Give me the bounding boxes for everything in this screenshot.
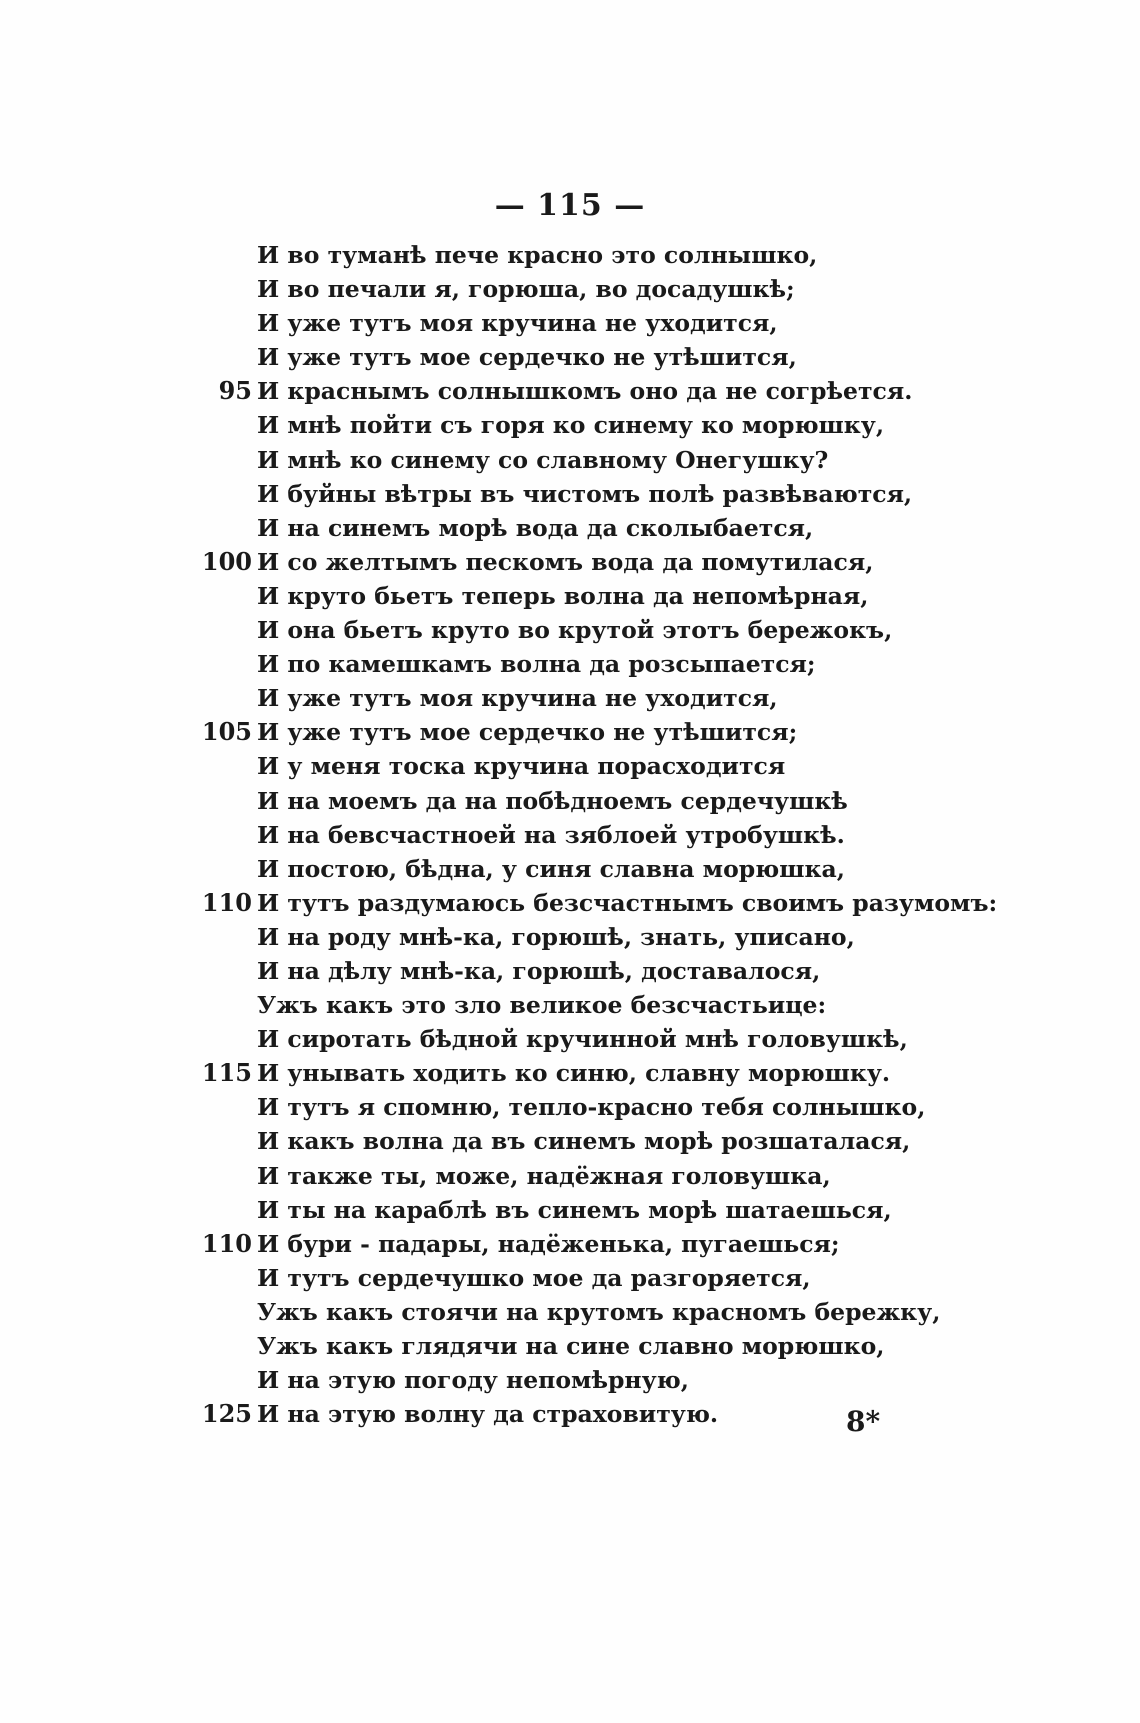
line-text: И она бьетъ круто во крутой этотъ бережокъ,	[257, 616, 893, 645]
poem-line	[0, 1124, 1140, 1158]
poem-line	[0, 1159, 1140, 1193]
poem-line	[0, 613, 1140, 647]
line-text: Ужъ какъ это зло великое безсчастьице:	[257, 991, 827, 1020]
line-text: И тутъ раздумаюсь безсчастнымъ своимъ разумомъ:	[257, 888, 998, 917]
poem-line	[0, 545, 1140, 579]
poem-line	[0, 272, 1140, 306]
line-text: И у меня тоска кручина порасходится	[257, 752, 786, 781]
poem-line	[0, 920, 1140, 954]
poem-line	[0, 647, 1140, 681]
poem-line	[0, 511, 1140, 545]
poem-line	[0, 1363, 1140, 1397]
line-text: И какъ волна да въ синемъ морѣ розшаталася,	[257, 1127, 911, 1156]
line-text: И на этую погоду непомѣрную,	[257, 1366, 689, 1395]
line-text: И уже тутъ мое сердечко не утѣшится,	[257, 343, 797, 372]
poem-line	[0, 1193, 1140, 1227]
poem-line	[0, 681, 1140, 715]
line-text: И на бевсчастноей на зяблоей утробушкѣ.	[257, 820, 845, 849]
line-text: И на этую волну да страховитую.	[257, 1400, 719, 1429]
poem-line	[0, 1090, 1140, 1124]
line-text: И со желтымъ пескомъ вода да помутилася,	[257, 547, 874, 576]
poem-line	[0, 579, 1140, 613]
line-number: 115	[201, 1058, 252, 1088]
line-text: И по камешкамъ волна да розсыпается;	[257, 650, 816, 679]
poem-line	[0, 238, 1140, 272]
line-number: 100	[201, 546, 252, 576]
line-text: И тутъ сердечушко мое да разгоряется,	[257, 1263, 811, 1292]
poem-line	[0, 477, 1140, 511]
line-number: 110	[201, 1228, 252, 1258]
poem-line	[0, 306, 1140, 340]
line-text: И тутъ я спомню, тепло-красно тебя солнышко,	[257, 1093, 926, 1122]
poem-line	[0, 1261, 1140, 1295]
poem-line	[0, 1397, 1140, 1431]
line-text: И краснымъ солнышкомъ оно да не согрѣется.	[257, 377, 913, 406]
line-text: И на синемъ морѣ вода да сколыбается,	[257, 513, 814, 542]
poem-line	[0, 1227, 1140, 1261]
poem-line	[0, 749, 1140, 783]
line-text: И уже тутъ моя кручина не уходится,	[257, 684, 778, 713]
poem-line	[0, 784, 1140, 818]
line-number: 105	[201, 717, 252, 747]
signature-mark: 8*	[846, 1405, 881, 1438]
line-text: И круто бьетъ теперь волна да непомѣрная,	[257, 581, 869, 610]
line-text: И ты на караблѣ въ синемъ морѣ шатаешься,	[257, 1195, 892, 1224]
line-text: И унывать ходить ко синю, славну морюшку.	[257, 1059, 891, 1088]
line-text: И мнѣ ко синему со славному Онегушку?	[257, 445, 829, 474]
line-text: И постою, бѣдна, у синя славна морюшка,	[257, 854, 845, 883]
poem-line	[0, 374, 1140, 408]
poem-line	[0, 1295, 1140, 1329]
line-number: 95	[218, 376, 252, 406]
line-text: И мнѣ пойти съ горя ко синему ко морюшку,	[257, 411, 884, 440]
poem-line	[0, 1056, 1140, 1090]
line-text: Ужъ какъ стоячи на крутомъ красномъ бережку,	[257, 1297, 941, 1326]
line-text: И сиротать бѣдной кручинной мнѣ головушкѣ,	[257, 1025, 908, 1054]
poem-line	[0, 852, 1140, 886]
line-text: И во туманѣ пече красно это солнышко,	[257, 241, 818, 269]
line-text: И бури - падары, надёженька, пугаешься;	[257, 1229, 840, 1258]
poem-line	[0, 443, 1140, 477]
line-text: И также ты, може, надёжная головушка,	[257, 1161, 831, 1190]
poem-line	[0, 988, 1140, 1022]
line-text: И на дѣлу мнѣ-ка, горюшѣ, доставалося,	[257, 956, 821, 985]
poem-line	[0, 1022, 1140, 1056]
line-text: И на моемъ да на побѣдноемъ сердечушкѣ	[257, 786, 848, 815]
poem-line	[0, 1329, 1140, 1363]
line-text: И уже тутъ моя кручина не уходится,	[257, 309, 778, 338]
line-text: И уже тутъ мое сердечко не утѣшится;	[257, 718, 798, 747]
page-number: — 115 —	[494, 188, 646, 223]
poem-line	[0, 886, 1140, 920]
poem-line	[0, 340, 1140, 374]
line-text: И буйны вѣтры въ чистомъ полѣ развѣваются,	[257, 479, 913, 508]
poem-line	[0, 408, 1140, 442]
line-text: И на роду мнѣ-ка, горюшѣ, знать, уписано,	[257, 922, 855, 951]
poem-line	[0, 954, 1140, 988]
poem-line	[0, 818, 1140, 852]
poem-line	[0, 715, 1140, 749]
line-number: 125	[201, 1399, 252, 1429]
line-text: Ужъ какъ глядячи на сине славно морюшко,	[257, 1332, 885, 1360]
poem-text	[0, 238, 1140, 1431]
line-number: 110	[201, 887, 252, 917]
line-text: И во печали я, горюша, во досадушкѣ;	[257, 275, 795, 304]
